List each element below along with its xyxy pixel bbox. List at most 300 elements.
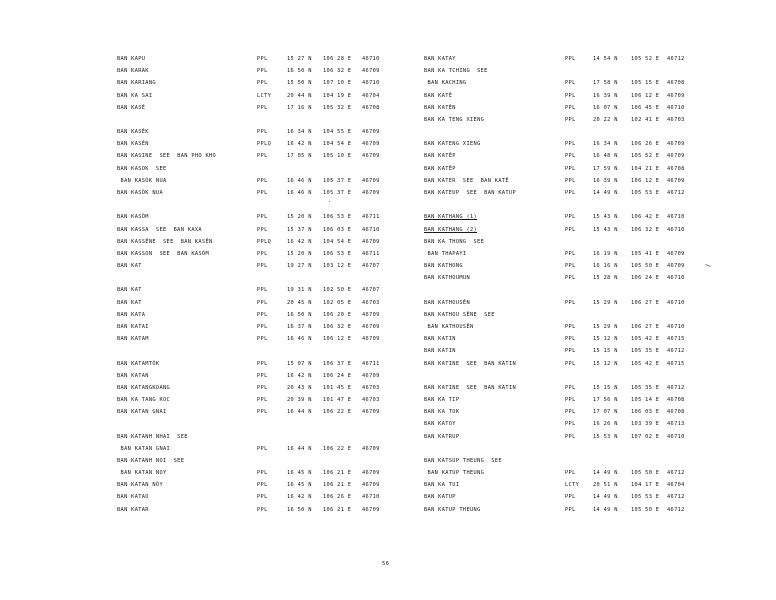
map-sheet-code: 46703	[362, 384, 380, 391]
latitude: 15 37 N	[287, 226, 312, 233]
place-name: BAN KARIANG	[117, 80, 156, 87]
longitude: 105 10 E	[323, 153, 352, 160]
gazetteer-entry	[0, 468, 776, 478]
place-name: BAN KATĚP	[424, 165, 456, 172]
latitude: 15 15 N	[593, 384, 618, 391]
latitude: 15 12 N	[593, 360, 618, 367]
gazetteer-entry	[0, 91, 776, 101]
map-sheet-code: 46709	[362, 323, 380, 330]
latitude: 20 43 N	[287, 384, 312, 391]
longitude: 104 55 E	[323, 129, 352, 136]
feature-type: PPL	[257, 56, 268, 62]
latitude: 15 43 N	[593, 226, 618, 233]
feature-type: PPL	[565, 116, 576, 123]
place-name: BAN KATAN GNAI	[117, 445, 171, 452]
gazetteer-entry	[0, 200, 776, 210]
map-sheet-code: 46709	[362, 129, 380, 136]
longitude: 105 42 E	[631, 360, 660, 367]
gazetteer-entry	[0, 261, 776, 271]
place-name: BAN KATOY	[424, 421, 456, 428]
latitude: 16 42 N	[287, 141, 312, 148]
feature-type: PPL	[565, 250, 576, 257]
place-name: BAN KATA	[117, 311, 146, 318]
feature-type: PPL	[565, 189, 576, 196]
feature-type: PPL	[565, 360, 576, 367]
map-sheet-code: 46707	[362, 263, 380, 270]
longitude: 107 02 E	[631, 433, 660, 440]
gazetteer-entry	[0, 103, 776, 113]
place-name: BAN KATRUP	[424, 433, 460, 440]
feature-type: PPL	[257, 384, 268, 391]
feature-type: PPL	[565, 421, 576, 428]
place-name: BAN KACHING	[424, 80, 467, 87]
longitude: 106 32 E	[323, 68, 352, 75]
latitude: 14 49 N	[593, 470, 618, 477]
map-sheet-code: 46709	[667, 92, 685, 99]
gazetteer-entry	[0, 444, 776, 454]
place-name: BAN KATAO	[117, 494, 149, 501]
place-name: BAN KASŎK NUA	[117, 177, 167, 184]
feature-type: PPL	[565, 494, 576, 501]
feature-type: PPL	[565, 336, 576, 343]
latitude: 16 34 N	[287, 129, 312, 136]
latitude: 15 15 N	[593, 348, 618, 355]
feature-type: PPL	[565, 299, 576, 306]
longitude: 106 53 E	[323, 250, 352, 257]
feature-type: PPL	[257, 323, 268, 330]
feature-type: PPL	[257, 494, 268, 501]
feature-type: PPL	[257, 397, 268, 404]
place-name: BAN KATAN NOY	[117, 470, 167, 477]
place-name: BAN KATANH NOI SEE	[117, 457, 185, 464]
place-name: BAN KASĚK	[117, 129, 149, 136]
latitude: 17 56 N	[593, 397, 618, 404]
feature-type: PPL	[257, 177, 268, 184]
longitude: 106 12 E	[323, 336, 352, 343]
place-name: BAN KATUP	[424, 494, 456, 501]
place-name: BAN KATĚN	[424, 104, 456, 111]
place-name: BAN KATUP THEUNG	[424, 506, 481, 513]
page-number: 56	[382, 561, 390, 567]
latitude: 14 54 N	[593, 56, 618, 62]
gazetteer-entry	[0, 273, 776, 283]
map-sheet-code: 46703	[667, 116, 685, 123]
map-sheet-code: 46709	[362, 311, 380, 318]
latitude: 17 16 N	[287, 104, 312, 111]
latitude: 19 27 N	[287, 263, 312, 270]
longitude: 102 50 E	[323, 287, 352, 294]
longitude: 105 52 E	[631, 153, 660, 160]
latitude: 16 37 N	[287, 323, 312, 330]
latitude: 15 27 N	[287, 56, 312, 62]
feature-type: PPL	[257, 214, 268, 221]
feature-type: PPL	[565, 275, 576, 282]
longitude: 106 27 E	[631, 323, 660, 330]
place-name: BAN KATHOUMUN	[424, 275, 471, 282]
map-sheet-code: 46711	[362, 360, 380, 367]
latitude: 15 29 N	[593, 323, 618, 330]
longitude: 106 12 E	[631, 92, 660, 99]
longitude: 106 26 E	[631, 141, 660, 148]
place-name: BAN KATENG XIENG	[424, 141, 481, 148]
longitude: 106 20 E	[323, 311, 352, 318]
longitude: 105 35 E	[631, 348, 660, 355]
latitude: 16 50 N	[287, 68, 312, 75]
map-sheet-code: 46711	[362, 250, 380, 257]
latitude: 15 53 N	[593, 433, 618, 440]
latitude: 16 45 N	[287, 482, 312, 489]
feature-type: PPL	[565, 141, 576, 148]
gazetteer-entry	[0, 225, 776, 235]
longitude: 105 50 E	[631, 470, 660, 477]
map-sheet-code: 46709	[667, 250, 685, 257]
latitude: 16 48 N	[593, 153, 618, 160]
feature-type: PPL	[257, 129, 268, 136]
latitude: 16 44 N	[287, 409, 312, 416]
gazetteer-entry	[0, 456, 776, 466]
latitude: 16 45 N	[287, 470, 312, 477]
map-sheet-code: 46715	[667, 360, 685, 367]
longitude: 105 41 E	[631, 250, 660, 257]
map-sheet-code: 46708	[667, 397, 685, 404]
map-sheet-code: 46704	[362, 92, 380, 99]
gazetteer-entry	[0, 395, 776, 405]
longitude: 105 53 E	[631, 189, 660, 196]
latitude: 16 39 N	[593, 92, 618, 99]
latitude: 16 42 N	[287, 494, 312, 501]
place-name: BAN KAT	[117, 263, 142, 270]
place-name: BAN KAT	[117, 299, 142, 306]
feature-type: PPL	[257, 153, 268, 160]
feature-type: PPL	[257, 470, 268, 477]
place-name: BAN KATAM	[117, 336, 149, 343]
gazetteer-entry	[0, 371, 776, 381]
place-name: BAN KATEUP SEE BAN KATUP	[424, 189, 517, 196]
feature-type: PPL	[257, 68, 268, 75]
place-name: BAN KATĚ	[424, 92, 453, 99]
latitude: 16 34 N	[593, 141, 618, 148]
longitude: 106 32 E	[631, 226, 660, 233]
gazetteer-entry	[0, 346, 776, 356]
longitude: 105 37 E	[323, 189, 352, 196]
place-name: BAN KA SAI	[117, 92, 153, 99]
gazetteer-entry	[0, 359, 776, 369]
latitude: 15 20 N	[287, 250, 312, 257]
longitude: 106 32 E	[323, 323, 352, 330]
gazetteer-entry	[0, 298, 776, 308]
place-name: BAN KA TENG XIENG	[424, 116, 485, 123]
place-name: BAN KA TUI	[424, 482, 460, 489]
gazetteer-entry	[0, 480, 776, 490]
place-name: BAN KA TANG KOC	[117, 397, 171, 404]
latitude: 16 46 N	[287, 189, 312, 196]
map-sheet-code: 46710	[667, 323, 685, 330]
place-name: BAN KATAN	[117, 372, 149, 379]
feature-type: PPL	[257, 409, 268, 416]
gazetteer-entry	[0, 66, 776, 76]
longitude: 104 54 E	[323, 238, 352, 245]
map-sheet-code: 46709	[362, 409, 380, 416]
place-name: BAN KASĚ	[117, 104, 146, 111]
longitude: 104 17 E	[631, 482, 660, 489]
gazetteer-entry	[0, 139, 776, 149]
map-sheet-code: 46710	[667, 104, 685, 111]
feature-type: PPLQ	[257, 141, 272, 148]
place-name: BAN KASŎK NUA	[117, 189, 164, 196]
map-sheet-code: 46709	[362, 177, 380, 184]
place-name: BAN KATANGKOANG	[117, 384, 171, 391]
place-name: BAN KATHOUSĚN	[424, 299, 471, 306]
feature-type: PPL	[565, 226, 576, 233]
map-sheet-code: 46711	[362, 214, 380, 221]
map-sheet-code: 46712	[667, 56, 685, 62]
map-sheet-code: 46709	[667, 177, 685, 184]
feature-type: PPL	[257, 360, 268, 367]
latitude: 17 05 N	[287, 153, 312, 160]
gazetteer-entry	[0, 505, 776, 515]
place-name: BAN KASĚN	[117, 141, 149, 148]
place-name: BAN KATSUP THEUNG SEE	[424, 457, 502, 464]
gazetteer-entry	[0, 492, 776, 502]
longitude: 106 37 E	[323, 360, 352, 367]
longitude: 104 54 E	[323, 141, 352, 148]
gazetteer-entry	[0, 383, 776, 393]
longitude: 106 21 E	[323, 470, 352, 477]
feature-type: PPL	[565, 397, 576, 404]
longitude: 102 05 E	[323, 299, 352, 306]
map-sheet-code: 46709	[362, 238, 380, 245]
longitude: 104 19 E	[323, 92, 352, 99]
latitude: 16 07 N	[593, 104, 618, 111]
place-name: BAN THAPAYI	[424, 250, 467, 257]
gazetteer-entry	[0, 54, 776, 64]
latitude: 16 19 N	[593, 250, 618, 257]
place-name: BAN KATAY	[424, 56, 456, 62]
longitude: 103 12 E	[323, 263, 352, 270]
place-name: BAN KA TIP	[424, 397, 460, 404]
longitude: 105 35 E	[631, 384, 660, 391]
feature-type: PPL	[565, 506, 576, 513]
map-sheet-code: 46710	[362, 80, 380, 87]
longitude: 106 03 E	[323, 226, 352, 233]
place-name: BAN KATAR	[117, 506, 149, 513]
gazetteer-entry	[0, 176, 776, 186]
gazetteer-entry	[0, 212, 776, 222]
feature-type: PPL	[565, 177, 576, 184]
feature-type: PPL	[257, 250, 268, 257]
gazetteer-entry	[0, 334, 776, 344]
place-name: BAN KASSA SEE BAN KAXA	[117, 226, 202, 233]
map-sheet-code: 46709	[362, 153, 380, 160]
feature-type: PPL	[257, 299, 268, 306]
map-sheet-code: 46703	[362, 299, 380, 306]
latitude: 16 39 N	[593, 177, 618, 184]
feature-type: PPL	[257, 287, 268, 294]
place-name: BAN KATHOU SĚNE SEE	[424, 311, 495, 318]
gazetteer-entry	[0, 127, 776, 137]
longitude: 106 42 E	[631, 214, 660, 221]
feature-type: PPLQ	[257, 238, 272, 245]
feature-type: PPL	[257, 263, 268, 270]
latitude: 15 29 N	[593, 299, 618, 306]
longitude: 105 42 E	[631, 336, 660, 343]
place-name: BAN KATHANG (1)	[424, 214, 478, 221]
longitude: 103 39 E	[631, 421, 660, 428]
latitude: 19 31 N	[287, 287, 312, 294]
map-sheet-code: 46715	[667, 336, 685, 343]
longitude: 105 14 E	[631, 397, 660, 404]
feature-type: PPL	[565, 80, 576, 87]
gazetteer-entry	[0, 322, 776, 332]
map-sheet-code: 46710	[667, 226, 685, 233]
map-sheet-code: 46709	[362, 141, 380, 148]
feature-type: PPL	[257, 506, 268, 513]
gazetteer-entry	[0, 249, 776, 259]
gazetteer-entry	[0, 151, 776, 161]
map-sheet-code: 46709	[362, 336, 380, 343]
feature-type: PPL	[257, 80, 268, 87]
feature-type: PPL	[565, 348, 576, 355]
place-name: BAN KATIN	[424, 336, 456, 343]
map-sheet-code: 46712	[667, 494, 685, 501]
map-sheet-code: 46707	[362, 287, 380, 294]
map-sheet-code: 46713	[667, 421, 685, 428]
longitude: 106 21 E	[323, 482, 352, 489]
feature-type: PPL	[257, 445, 268, 452]
place-name: BAN KATHONG	[424, 263, 463, 270]
place-name: BAN KASOK SEE	[117, 165, 167, 172]
latitude: 15 07 N	[287, 360, 312, 367]
map-sheet-code: 46712	[667, 348, 685, 355]
feature-type: PPL	[565, 92, 576, 99]
gazetteer-entry	[0, 78, 776, 88]
place-name: BAN KATIN	[424, 348, 456, 355]
longitude: 106 22 E	[323, 445, 352, 452]
latitude: 14 49 N	[593, 506, 618, 513]
map-sheet-code: 46710	[667, 214, 685, 221]
latitude: 16 42 N	[287, 372, 312, 379]
map-sheet-code: 46712	[667, 470, 685, 477]
latitude: 15 20 N	[287, 214, 312, 221]
map-sheet-code: 46709	[362, 470, 380, 477]
map-sheet-code: 46710	[667, 299, 685, 306]
map-sheet-code: 46703	[362, 397, 380, 404]
map-sheet-code: 46709	[362, 506, 380, 513]
longitude: 105 15 E	[631, 80, 660, 87]
gazetteer-entry	[0, 188, 776, 198]
latitude: 20 39 N	[287, 397, 312, 404]
map-sheet-code: 46708	[667, 409, 685, 416]
place-name: BAN KATAN NŎY	[117, 482, 164, 489]
longitude: 105 37 E	[323, 177, 352, 184]
feature-type: PPL	[565, 104, 576, 111]
place-name: BAN KATUP THEUNG	[424, 470, 485, 477]
place-name: BAN KA TOK	[424, 409, 460, 416]
map-sheet-code: 46704	[667, 482, 685, 489]
latitude: 16 46 N	[287, 336, 312, 343]
feature-type: PPL	[257, 104, 268, 111]
longitude: 106 22 E	[323, 409, 352, 416]
latitude: 17 59 N	[593, 165, 618, 172]
place-name: BAN KATAI	[117, 323, 149, 330]
longitude: 106 24 E	[323, 372, 352, 379]
feature-type: PPL	[565, 263, 576, 270]
feature-type: PPL	[257, 336, 268, 343]
place-name: BAN KARAK	[117, 68, 149, 75]
longitude: 105 50 E	[631, 506, 660, 513]
feature-type: PPL	[565, 433, 576, 440]
gazetteer-entry	[0, 432, 776, 442]
latitude: 16 44 N	[287, 445, 312, 452]
feature-type: PPL	[565, 56, 576, 62]
map-sheet-code: 46712	[667, 384, 685, 391]
latitude: 16 42 N	[287, 238, 312, 245]
latitude: 16 50 N	[287, 506, 312, 513]
feature-type: PPL	[565, 165, 576, 172]
place-name: BAN KATER SEE BAN KATĚ	[424, 177, 509, 184]
gazetteer-entry	[0, 164, 776, 174]
feature-type: PPL	[257, 482, 268, 489]
map-sheet-code: 46709	[362, 372, 380, 379]
map-sheet-code: 46708	[667, 80, 685, 87]
latitude: 14 49 N	[593, 189, 618, 196]
map-sheet-code: 46710	[667, 433, 685, 440]
place-name: BAN KATHOUSĚN	[424, 323, 474, 330]
latitude: 15 28 N	[593, 275, 618, 282]
latitude: 16 26 N	[593, 421, 618, 428]
place-name: BAN KATINE SEE BAN KATIN	[424, 384, 517, 391]
longitude: 101 45 E	[323, 384, 352, 391]
place-name: BAN KASINE SEE BAN PHO KHO	[117, 153, 217, 160]
map-sheet-code: 46709	[667, 263, 685, 270]
feature-type: PPL	[257, 372, 268, 379]
latitude: 16 50 N	[287, 311, 312, 318]
place-name: BAN KATĚP	[424, 153, 456, 160]
feature-type: PPL	[565, 384, 576, 391]
longitude: 104 21 E	[631, 165, 660, 172]
latitude: 20 45 N	[287, 299, 312, 306]
map-sheet-code: 46708	[362, 104, 380, 111]
place-name: BAN KASŎM	[117, 214, 149, 221]
latitude: 16 46 N	[287, 177, 312, 184]
longitude: 105 32 E	[323, 104, 352, 111]
place-name: BAN KA TCHING SEE	[424, 68, 488, 75]
place-name: BAN KATINE SEE BAN KATIN	[424, 360, 517, 367]
longitude: 106 53 E	[323, 214, 352, 221]
place-name: BAN KA THONG SEE	[424, 238, 485, 245]
map-sheet-code: 46710	[362, 56, 380, 62]
latitude: 15 12 N	[593, 336, 618, 343]
longitude: 106 28 E	[323, 56, 352, 62]
map-sheet-code: 46709	[362, 189, 380, 196]
longitude: 106 21 E	[323, 506, 352, 513]
longitude: 106 26 E	[323, 494, 352, 501]
feature-type: PPL	[257, 189, 268, 196]
place-name: BAN KASSON SEE BAN KASŎM	[117, 250, 210, 257]
map-sheet-code: 46710	[362, 494, 380, 501]
map-sheet-code: 46709	[362, 68, 380, 75]
map-sheet-code: 46710	[667, 275, 685, 282]
map-sheet-code: 46710	[362, 226, 380, 233]
place-name: BAN KATHANG (2)	[424, 226, 478, 233]
feature-type: PPL	[565, 470, 576, 477]
feature-type: PPL	[565, 214, 576, 221]
gazetteer-entry	[0, 237, 776, 247]
map-sheet-code: 46709	[667, 141, 685, 148]
longitude: 106 12 E	[631, 177, 660, 184]
feature-type: PPL	[565, 153, 576, 160]
map-sheet-code: 46708	[667, 165, 685, 172]
